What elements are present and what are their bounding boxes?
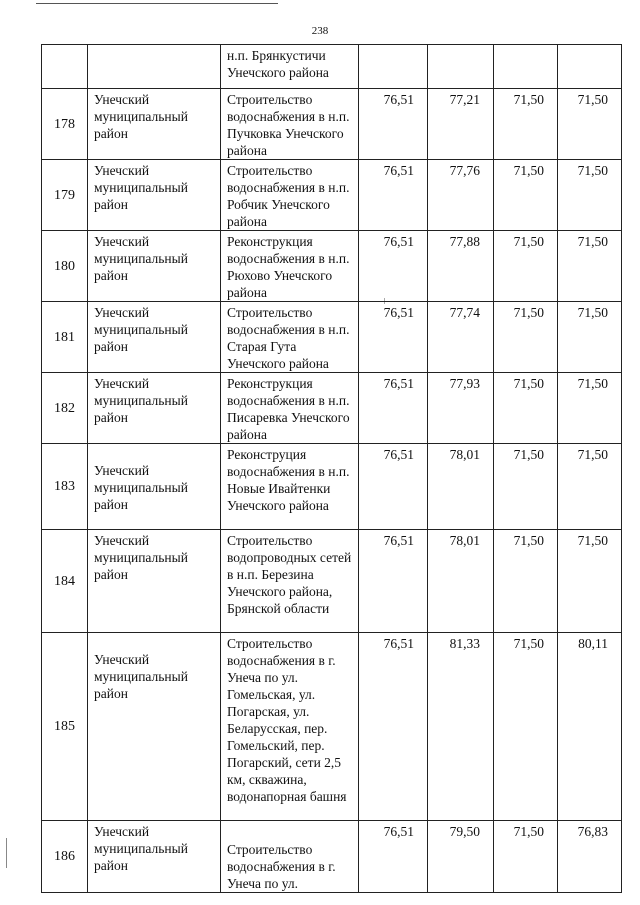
table-row <box>42 231 622 302</box>
value-cell-4: 71,50 <box>558 530 622 633</box>
district-cell: Унечский муниципальный район <box>88 89 221 160</box>
row-number: 181 <box>42 302 88 373</box>
value-cell-3: 71,50 <box>494 633 558 821</box>
value-cell-4: 71,50 <box>558 373 622 444</box>
district-cell: Унечский муниципальный район <box>88 633 221 821</box>
description-cell: Строительство водоснабжения в н.п. Пучковка Унечского района <box>221 89 359 160</box>
value-cell-3: 71,50 <box>494 160 558 231</box>
value-cell-3: 71,50 <box>494 373 558 444</box>
top-rule <box>36 3 278 4</box>
value-cell-1: 76,51 <box>359 444 428 530</box>
value-cell-1: 76,51 <box>359 231 428 302</box>
table-row <box>42 530 622 633</box>
page-number: 238 <box>311 25 329 37</box>
value-cell-2: 78,01 <box>428 444 494 530</box>
row-number: 184 <box>42 530 88 633</box>
district-cell <box>88 45 221 89</box>
value-cell-3: 71,50 <box>494 530 558 633</box>
description-cell: Реконструкция водоснабжения в н.п. Рюхово Унечского района <box>221 231 359 302</box>
value-cell-2: 78,01 <box>428 530 494 633</box>
value-cell-4: 71,50 <box>558 160 622 231</box>
value-cell-4: 71,50 <box>558 231 622 302</box>
value-cell-1: 76,51 <box>359 633 428 821</box>
value-cell-1: 76,51 <box>359 373 428 444</box>
value-cell-1: 76,51 <box>359 821 428 893</box>
value-cell-2: 81,33 <box>428 633 494 821</box>
value-cell-2: 77,93 <box>428 373 494 444</box>
row-number: 185 <box>42 633 88 821</box>
table-row <box>42 45 622 89</box>
value-cell-3: 71,50 <box>494 89 558 160</box>
district-cell: Унечский муниципальный район <box>88 530 221 633</box>
district-cell: Унечский муниципальный район <box>88 160 221 231</box>
description-cell: Строительство водоснабжения в н.п. Робчик Унечского района <box>221 160 359 231</box>
district-cell: Унечский муниципальный район <box>88 373 221 444</box>
value-cell-1: 76,51 <box>359 160 428 231</box>
value-cell-3: 71,50 <box>494 302 558 373</box>
district-cell: Унечский муниципальный район <box>88 444 221 530</box>
row-number: 182 <box>42 373 88 444</box>
value-cell-2 <box>428 45 494 89</box>
description-cell: Строительство водопроводных сетей в н.п. Березина Унечского района, Брянской области <box>221 530 359 633</box>
row-number: 179 <box>42 160 88 231</box>
description-cell: Строительство водоснабжения в н.п. Старая Гута Унечского района <box>221 302 359 373</box>
district-cell: Унечский муниципальный район <box>88 821 221 893</box>
projects-table <box>41 44 622 893</box>
table-row <box>42 444 622 530</box>
value-cell-2: 77,74 <box>428 302 494 373</box>
value-cell-1: 76,51 <box>359 89 428 160</box>
table-row <box>42 821 622 893</box>
district-cell: Унечский муниципальный район <box>88 231 221 302</box>
value-cell-4: 80,11 <box>558 633 622 821</box>
value-cell-2: 77,76 <box>428 160 494 231</box>
table-row <box>42 89 622 160</box>
table-row <box>42 373 622 444</box>
value-cell-1: 76,51 <box>359 530 428 633</box>
value-cell-3: 71,50 <box>494 231 558 302</box>
value-cell-4: 76,83 <box>558 821 622 893</box>
table-row <box>42 160 622 231</box>
value-cell-3: 71,50 <box>494 821 558 893</box>
value-cell-2: 77,88 <box>428 231 494 302</box>
description-cell: Строительство водоснабжения в г. Унеча по ул. <box>221 821 359 893</box>
row-number: 180 <box>42 231 88 302</box>
description-cell: Строительство водоснабжения в г. Унеча по ул. Гомельская, ул. Погарская, ул. Беларусская, пер. Гомельский, пер. Погарский, сети 2,5 км, скважина, водонапорная башня <box>221 633 359 821</box>
row-number: 183 <box>42 444 88 530</box>
value-cell-1 <box>359 45 428 89</box>
description-cell: н.п. Брянкустичи Унечского района <box>221 45 359 89</box>
district-cell: Унечский муниципальный район <box>88 302 221 373</box>
row-number <box>42 45 88 89</box>
value-cell-1: 76,51 <box>359 302 428 373</box>
table-row <box>42 302 622 373</box>
table-row <box>42 633 622 821</box>
row-number: 178 <box>42 89 88 160</box>
value-cell-4: 71,50 <box>558 444 622 530</box>
value-cell-4: 71,50 <box>558 302 622 373</box>
description-cell: Реконструкция водоснабжения в н.п. Писаревка Унечского района <box>221 373 359 444</box>
value-cell-2: 77,21 <box>428 89 494 160</box>
value-cell-4 <box>558 45 622 89</box>
value-cell-4: 71,50 <box>558 89 622 160</box>
row-number: 186 <box>42 821 88 893</box>
margin-mark <box>6 838 7 868</box>
description-cell: Реконструция водоснабжения в н.п. Новые Ивайтенки Унечского района <box>221 444 359 530</box>
value-cell-3 <box>494 45 558 89</box>
value-cell-3: 71,50 <box>494 444 558 530</box>
value-cell-2: 79,50 <box>428 821 494 893</box>
